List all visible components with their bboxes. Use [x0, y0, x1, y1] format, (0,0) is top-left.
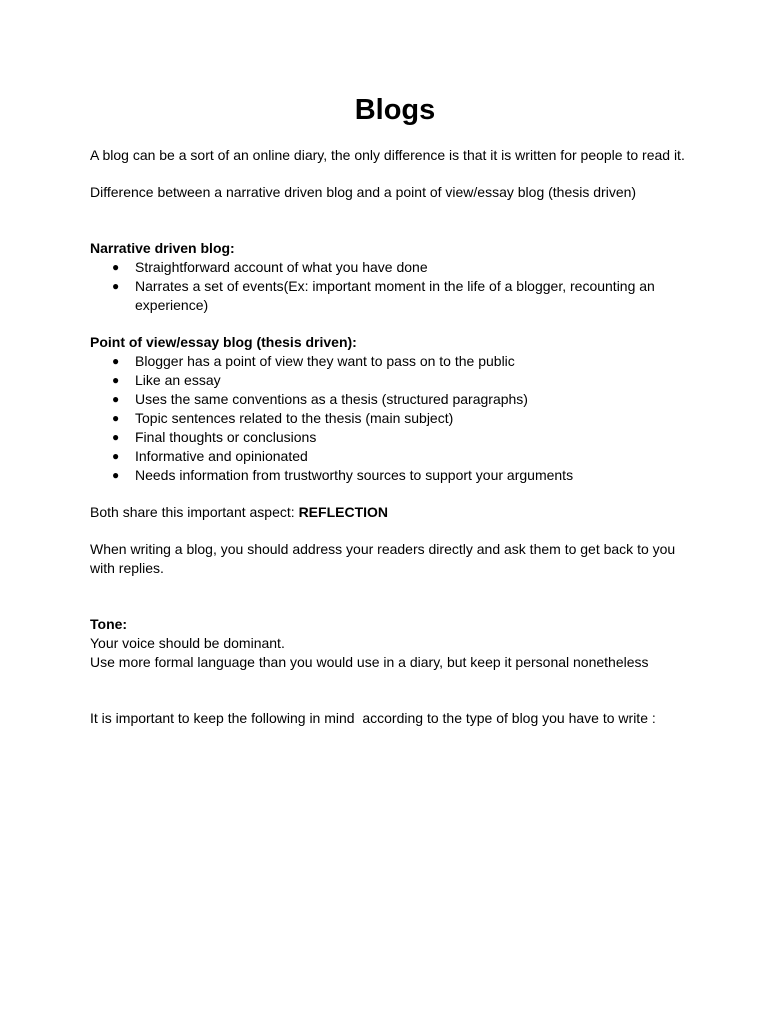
bullet-icon: ● [112, 468, 120, 482]
list-item: ● Informative and opinionated [112, 448, 308, 464]
address-paragraph: When writing a blog, you should address your readers directly and ask them to get back to you with replies. [90, 541, 676, 576]
list-item: ● Needs information from trustworthy sources to support your arguments [112, 467, 574, 483]
closing-paragraph: It is important to keep the following in mind according to the type of blog you have to write : [90, 710, 656, 726]
list-item: ● Uses the same conventions as a thesis (structured paragraphs) [112, 391, 528, 407]
page-title: Blogs [354, 94, 436, 126]
tone-line-1: Your voice should be dominant. [90, 635, 285, 651]
bullet-icon: ● [112, 373, 120, 387]
list-item: ● Straightforward account of what you have done [112, 259, 428, 275]
bullet-icon: ● [112, 392, 120, 406]
list-item: ● Like an essay [112, 372, 221, 388]
bullet-icon: ● [112, 430, 120, 444]
share-paragraph: Both share this important aspect: REFLECTION [90, 504, 389, 520]
narrative-list [90, 258, 690, 315]
intro-paragraph: A blog can be a sort of an online diary, the only difference is that it is written for people to read it. [90, 147, 685, 163]
pov-list [90, 352, 690, 485]
bullet-icon: ● [112, 354, 120, 368]
list-item: ● Topic sentences related to the thesis (main subject) [112, 410, 454, 426]
difference-paragraph: Difference between a narrative driven blog and a point of view/essay blog (thesis driven) [90, 184, 637, 200]
document-page [90, 88, 690, 728]
list-item: ● Narrates a set of events(Ex: important moment in the life of a blogger, recounting an experience) [112, 278, 655, 313]
bullet-icon: ● [112, 260, 120, 274]
bullet-icon: ● [112, 411, 120, 425]
narrative-heading: Narrative driven blog: [90, 240, 235, 256]
reflection-emphasis: REFLECTION [298, 504, 389, 520]
pov-heading: Point of view/essay blog (thesis driven): [90, 334, 357, 350]
list-item: ● Blogger has a point of view they want to pass on to the public [112, 353, 515, 369]
tone-line-2: Use more formal language than you would use in a diary, but keep it personal nonetheless [90, 654, 649, 670]
bullet-icon: ● [112, 279, 120, 293]
bullet-icon: ● [112, 449, 120, 463]
tone-heading: Tone: [90, 616, 128, 632]
list-item: ● Final thoughts or conclusions [112, 429, 317, 445]
